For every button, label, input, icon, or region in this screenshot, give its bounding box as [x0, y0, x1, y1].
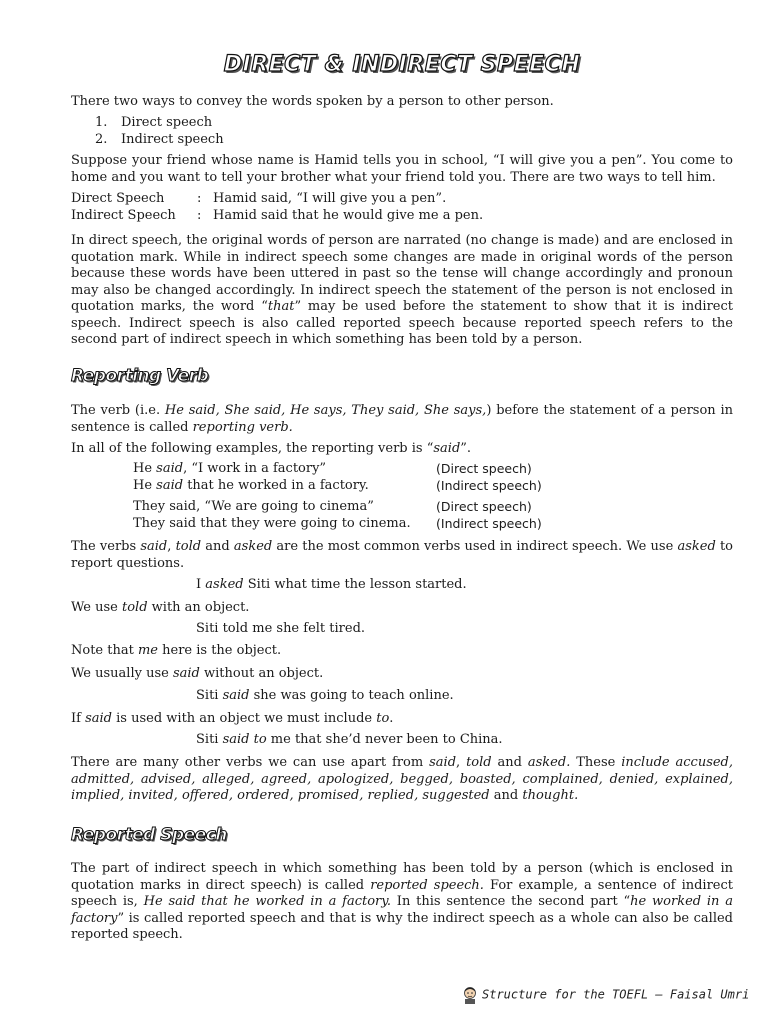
intro-text: There two ways to convey the words spoken by a person to other person. — [71, 94, 554, 109]
page-footer — [462, 986, 749, 1004]
example-sentence: Siti said she was going to teach online. — [196, 688, 454, 703]
indirect-speech-example: Indirect Speech : Hamid said that he would give me a pen. — [71, 208, 484, 223]
reported-speech-paragraph: The part of indirect speech in which something has been told by a person (which is enclosed in quotation marks in direct speech) is called reported speech. For example, a sentence of indirect speech is, He said that he worked in a factory. In this sentence the second part “he worked in a factory” is called reported speech and that is why the indirect speech as a whole can also be called reported speech. — [71, 861, 733, 942]
list-item: 2. Indirect speech — [95, 132, 224, 147]
example-sentence: I asked Siti what time the lesson started. — [196, 577, 467, 592]
example-sentence: Siti said to me that she’d never been to China. — [196, 732, 503, 747]
told-note: We use told with an object. — [71, 600, 250, 615]
said-to-note: If said is used with an object we must include to. — [71, 711, 394, 726]
said-note: We usually use said without an object. — [71, 666, 324, 681]
example-sentence: Siti told me she felt tired. — [196, 621, 366, 636]
suppose-paragraph: Suppose your friend whose name is Hamid tells you in school, “I will give you a pen”. You come to home and you want to tell your brother what your friend told you. There are two ways to tell him. — [71, 153, 733, 185]
list-item: 1. Direct speech — [95, 115, 213, 130]
author-avatar-icon — [462, 986, 478, 1004]
section-heading-reported-speech: Reported Speech — [71, 825, 227, 845]
verb-definition: The verb (i.e. He said, She said, He says, They said, She says,) before the statement of a person in sentence is called reporting verb. — [71, 403, 733, 435]
other-verbs-paragraph: There are many other verbs we can use apart from said, told and asked. These include accused, admitted, advised, alleged, agreed, apologized, begged, boasted, complained, denied, explained, implied, invited, offered, ordered, promised, replied, suggested and thought. — [71, 755, 734, 803]
direct-speech-example: Direct Speech : Hamid said, “I will give you a pen”. — [71, 191, 447, 206]
section-heading-reporting-verb: Reporting Verb — [71, 366, 209, 386]
explanation-paragraph: In direct speech, the original words of person are narrated (no change is made) and are enclosed in quotation mark. While in indirect speech some changes are made in original words of the person because these words have been uttered in past so the tense will change accordingly and pronoun may also be changed accordingly. In indirect speech the statement of the person is not enclosed in quotation marks, the word “that” may be used before the statement to show that it is indirect speech. Indirect speech is also called reported speech because reported speech refers to the second part of indirect speech in which something has been told by a person. — [71, 233, 733, 347]
common-verbs-paragraph: The verbs said, told and asked are the most common verbs used in indirect speech. We use asked to report questions. — [71, 539, 734, 571]
page-title: DIRECT & INDIRECT SPEECH — [223, 52, 581, 77]
footer-text: Structure for the TOEFL – Faisal Umri — [482, 987, 750, 1002]
object-note: Note that me here is the object. — [71, 643, 282, 658]
reporting-verb-note: In all of the following examples, the reporting verb is “said”. — [71, 441, 472, 456]
